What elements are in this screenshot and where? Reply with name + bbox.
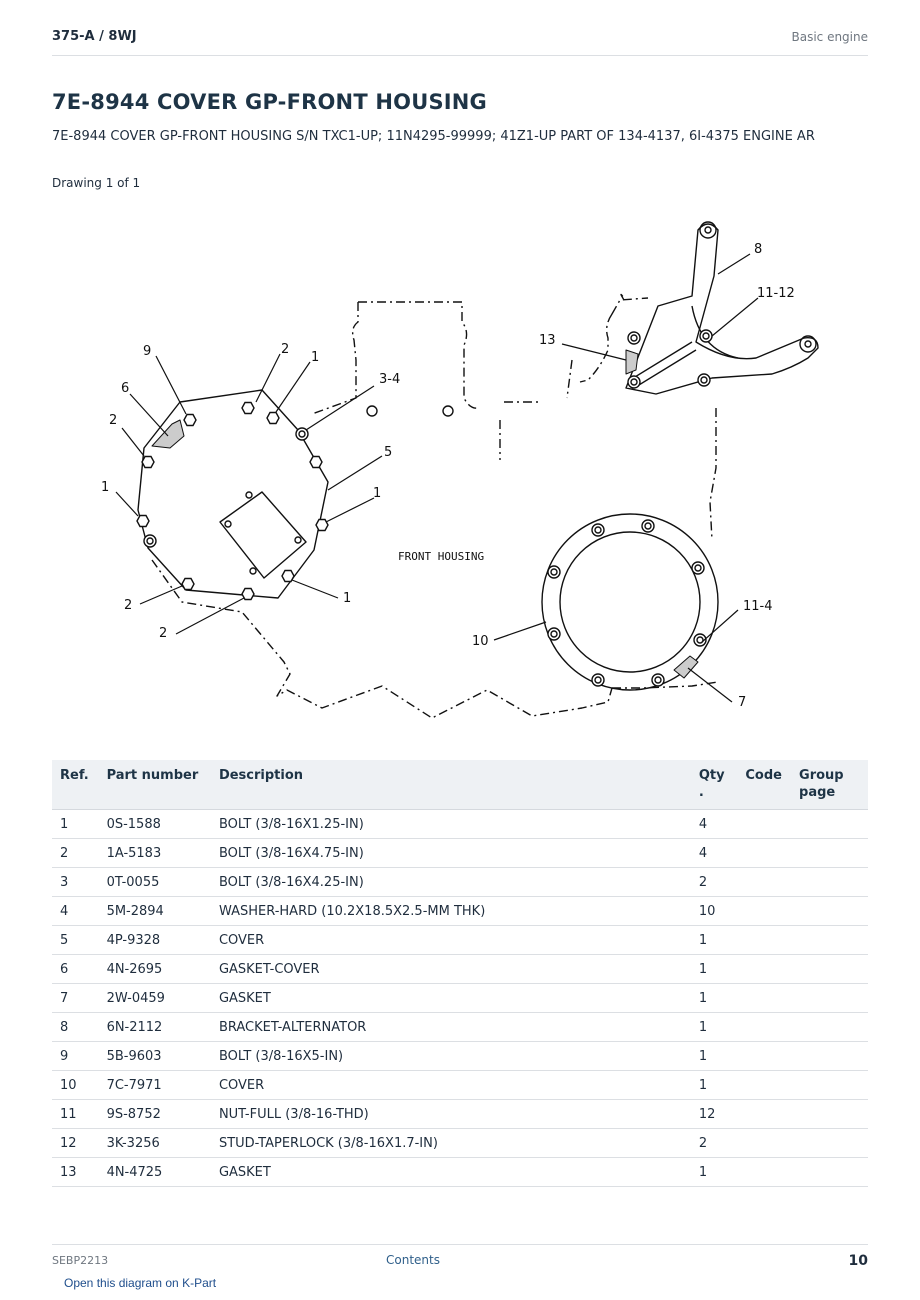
page-header (52, 24, 868, 56)
cell-part-number: 7C-7971 (99, 1071, 211, 1100)
cell-group-page (791, 984, 868, 1013)
cell-ref: 7 (52, 984, 99, 1013)
callout-1: 1 (101, 480, 110, 495)
callout-1: 1 (343, 591, 352, 606)
page-number: 10 (848, 1253, 868, 1269)
cell-ref: 4 (52, 897, 99, 926)
cell-part-number: 4N-4725 (99, 1158, 211, 1187)
cell-qty: 2 (691, 1129, 738, 1158)
cell-ref: 3 (52, 868, 99, 897)
cell-group-page (791, 955, 868, 984)
cell-qty: 4 (691, 839, 738, 868)
cell-group-page (791, 810, 868, 839)
cell-description: BOLT (3/8-16X4.75-IN) (211, 839, 691, 868)
cell-code (737, 810, 791, 839)
front-housing-label: FRONT HOUSING (398, 550, 485, 563)
parts-table (52, 760, 868, 1187)
gasket-13 (626, 350, 638, 374)
page-footer (52, 1244, 868, 1275)
cell-code (737, 1158, 791, 1187)
table-row (52, 1013, 868, 1042)
cell-description: BOLT (3/8-16X5-IN) (211, 1042, 691, 1071)
bolt-hex (310, 457, 322, 468)
cell-part-number: 3K-3256 (99, 1129, 211, 1158)
cell-code (737, 1013, 791, 1042)
table-row (52, 1071, 868, 1100)
callout-1: 1 (311, 350, 320, 365)
cell-group-page (791, 926, 868, 955)
cell-part-number: 0S-1588 (99, 810, 211, 839)
callout-11-12: 11-12 (757, 286, 795, 301)
cell-group-page (791, 1013, 868, 1042)
table-row (52, 1042, 868, 1071)
cell-description: BOLT (3/8-16X1.25-IN) (211, 810, 691, 839)
table-row (52, 955, 868, 984)
bracket-8 (626, 224, 818, 394)
inspection-cover (220, 492, 306, 578)
bolt-hex (142, 457, 154, 468)
cell-qty: 2 (691, 868, 738, 897)
cell-ref: 5 (52, 926, 99, 955)
cell-part-number: 4P-9328 (99, 926, 211, 955)
table-header-row (52, 760, 868, 810)
cell-ref: 13 (52, 1158, 99, 1187)
cell-qty: 1 (691, 1042, 738, 1071)
cell-description: COVER (211, 1071, 691, 1100)
cell-part-number: 2W-0459 (99, 984, 211, 1013)
cell-qty: 1 (691, 1071, 738, 1100)
callout-2: 2 (281, 342, 290, 357)
cell-description: GASKET (211, 984, 691, 1013)
col-group-page: Group page (791, 760, 868, 810)
bolt-hex (316, 520, 328, 531)
callout-11-4: 11-4 (743, 599, 773, 614)
diagram-drawing (52, 210, 868, 740)
bolt-hex (144, 535, 156, 547)
callout-8: 8 (754, 242, 763, 257)
cell-group-page (791, 1129, 868, 1158)
cell-qty: 1 (691, 1013, 738, 1042)
gasket-7 (674, 656, 698, 678)
cell-description: STUD-TAPERLOCK (3/8-16X1.7-IN) (211, 1129, 691, 1158)
contents-link[interactable]: Contents (386, 1253, 440, 1267)
cell-ref: 6 (52, 955, 99, 984)
col-description: Description (211, 760, 691, 810)
bolt-hex (267, 413, 279, 424)
table-row (52, 839, 868, 868)
table-row (52, 984, 868, 1013)
cell-code (737, 897, 791, 926)
cell-description: BRACKET-ALTERNATOR (211, 1013, 691, 1042)
cell-part-number: 5B-9603 (99, 1042, 211, 1071)
bolt-hex (184, 415, 196, 426)
cell-code (737, 1042, 791, 1071)
cell-description: WASHER-HARD (10.2X18.5X2.5-MM THK) (211, 897, 691, 926)
cell-qty: 1 (691, 1158, 738, 1187)
cell-part-number: 5M-2894 (99, 897, 211, 926)
cover-10-inner (560, 532, 700, 672)
bolt-hex (137, 516, 149, 527)
callout-13: 13 (539, 333, 556, 348)
table-row (52, 897, 868, 926)
cell-code (737, 1100, 791, 1129)
cell-group-page (791, 839, 868, 868)
page-title: 7E-8944 COVER GP-FRONT HOUSING (52, 90, 487, 114)
cell-ref: 1 (52, 810, 99, 839)
cell-qty: 12 (691, 1100, 738, 1129)
cell-description: GASKET-COVER (211, 955, 691, 984)
col-qty: Qty . (691, 760, 738, 810)
cell-code (737, 868, 791, 897)
cell-group-page (791, 1158, 868, 1187)
cell-group-page (791, 1100, 868, 1129)
cell-group-page (791, 868, 868, 897)
cell-qty: 10 (691, 897, 738, 926)
cell-ref: 9 (52, 1042, 99, 1071)
document-id: SEBP2213 (52, 1254, 109, 1267)
cell-part-number: 6N-2112 (99, 1013, 211, 1042)
cell-description: NUT-FULL (3/8-16-THD) (211, 1100, 691, 1129)
cell-group-page (791, 1042, 868, 1071)
page-subtitle: 7E-8944 COVER GP-FRONT HOUSING S/N TXC1-UP; 11N4295-99999; 41Z1-UP PART OF 134-4137, 6I-4375 ENGINE AR (52, 129, 815, 144)
col-ref: Ref. (52, 760, 99, 810)
cell-qty: 1 (691, 984, 738, 1013)
callout-10: 10 (472, 634, 489, 649)
table-row (52, 868, 868, 897)
cell-code (737, 926, 791, 955)
housing-bottom-outline (152, 560, 718, 718)
cell-description: GASKET (211, 1158, 691, 1187)
drawing-label: Drawing 1 of 1 (52, 176, 141, 190)
cell-qty: 1 (691, 926, 738, 955)
cell-code (737, 1071, 791, 1100)
bolt-hex (242, 403, 254, 414)
callout-2: 2 (159, 626, 168, 641)
open-kpart-link[interactable]: Open this diagram on K-Part (64, 1276, 217, 1290)
section-label: Basic engine (791, 30, 868, 44)
cell-code (737, 955, 791, 984)
cell-group-page (791, 1071, 868, 1100)
bolt-hex (182, 579, 194, 590)
callout-1: 1 (373, 486, 382, 501)
cell-description: BOLT (3/8-16X4.25-IN) (211, 868, 691, 897)
cell-part-number: 0T-0055 (99, 868, 211, 897)
cell-ref: 11 (52, 1100, 99, 1129)
callouts (101, 242, 795, 710)
cell-group-page (791, 897, 868, 926)
cell-code (737, 839, 791, 868)
cell-ref: 10 (52, 1071, 99, 1100)
cell-part-number: 9S-8752 (99, 1100, 211, 1129)
cell-qty: 4 (691, 810, 738, 839)
col-code: Code (737, 760, 791, 810)
cover-5-outline (138, 390, 328, 598)
cell-ref: 2 (52, 839, 99, 868)
col-part-number: Part number (99, 760, 211, 810)
cell-ref: 8 (52, 1013, 99, 1042)
callout-2: 2 (124, 598, 133, 613)
callout-2: 2 (109, 413, 118, 428)
callout-3-4: 3-4 (379, 372, 401, 387)
parts-diagram (52, 210, 868, 740)
cell-code (737, 984, 791, 1013)
table-row (52, 1129, 868, 1158)
callout-9: 9 (143, 344, 152, 359)
housing-outline (312, 302, 572, 460)
table-row (52, 926, 868, 955)
callout-7: 7 (738, 695, 747, 710)
cell-part-number: 4N-2695 (99, 955, 211, 984)
model-label: 375-A / 8WJ (52, 29, 137, 44)
table-row (52, 1100, 868, 1129)
callout-6: 6 (121, 381, 130, 396)
cell-description: COVER (211, 926, 691, 955)
callout-5: 5 (384, 445, 393, 460)
table-row (52, 1158, 868, 1187)
cell-part-number: 1A-5183 (99, 839, 211, 868)
cell-code (737, 1129, 791, 1158)
cell-qty: 1 (691, 955, 738, 984)
cell-ref: 12 (52, 1129, 99, 1158)
table-row (52, 810, 868, 839)
